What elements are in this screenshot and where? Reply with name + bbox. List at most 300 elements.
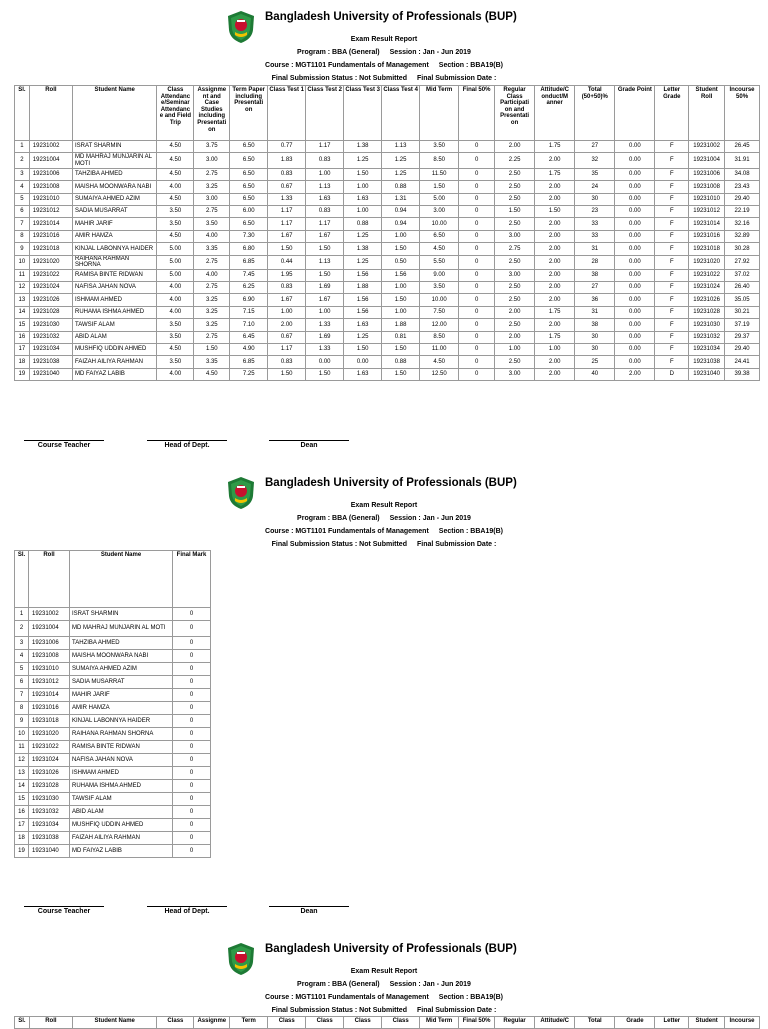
table-cell: 2.00	[535, 356, 575, 368]
table-cell: 0	[459, 269, 495, 281]
table-cell: 3.00	[194, 153, 230, 168]
table-cell: 38	[575, 319, 615, 331]
table-cell: 4.50	[194, 368, 230, 380]
col-header-student: Student	[689, 1017, 725, 1029]
table-cell: 1.69	[306, 331, 344, 343]
table-cell: 0.44	[268, 255, 306, 269]
table-cell: 3.00	[420, 205, 459, 217]
table-cell: F	[655, 344, 689, 356]
table-cell: 0	[459, 331, 495, 343]
table-cell: 7	[15, 689, 29, 702]
col-header-class: Class	[344, 1017, 382, 1029]
table-cell: F	[655, 306, 689, 318]
table-cell: 1	[15, 608, 29, 621]
table-cell: 0.88	[344, 218, 382, 230]
table-cell: 0	[173, 728, 211, 741]
table-cell: 0.00	[615, 255, 655, 269]
table-cell: 19231010	[29, 663, 70, 676]
table-cell: 9	[15, 715, 29, 728]
submission-status: Final Submission Status : Not Submitted	[271, 1007, 407, 1014]
table-cell: 6.50	[230, 168, 268, 180]
table-cell: 2.00	[535, 319, 575, 331]
table-row	[15, 793, 211, 806]
table-cell: 1.67	[306, 294, 344, 306]
table-cell: 1.50	[382, 294, 420, 306]
table-cell: 2.50	[495, 193, 535, 205]
table-cell: 3.35	[194, 243, 230, 255]
program-session-line	[0, 49, 768, 56]
table-cell: 19231014	[29, 218, 72, 230]
table-cell: 26.40	[725, 282, 760, 294]
table-cell: 1.88	[344, 282, 382, 294]
table-cell: 37.19	[725, 319, 760, 331]
table-cell: 4.00	[157, 282, 194, 294]
table-cell: 4.50	[157, 141, 194, 153]
table-cell: 3.25	[194, 294, 230, 306]
col-header-assignme: Assignme	[194, 1017, 230, 1029]
table-cell: D	[655, 368, 689, 380]
table-cell: 1.00	[382, 306, 420, 318]
table-cell: 1.17	[306, 218, 344, 230]
table-row	[15, 153, 760, 168]
section-label: Section : BBA19(B)	[438, 994, 503, 1001]
table-cell: 3.35	[194, 356, 230, 368]
table-cell: 2.00	[615, 368, 655, 380]
table-cell: 19231014	[29, 689, 70, 702]
table-cell: 0	[459, 218, 495, 230]
table-cell: 0.00	[615, 344, 655, 356]
table-cell: 1.95	[268, 269, 306, 281]
table-cell: 17	[15, 344, 30, 356]
table-cell: 0	[173, 689, 211, 702]
table-cell: F	[655, 243, 689, 255]
table-cell: 30	[575, 344, 615, 356]
table-cell: 35.05	[725, 294, 760, 306]
page-1-header-slot	[0, 8, 768, 88]
university-name: Bangladesh University of Professionals (BUP)	[265, 477, 517, 489]
table-cell: 4.50	[157, 193, 194, 205]
col-header-student-name: Student Name	[70, 551, 173, 608]
table-cell: 0	[173, 806, 211, 819]
table-row	[15, 754, 211, 767]
table-row	[15, 181, 760, 193]
col-header-incourse: Incourse	[725, 1017, 760, 1029]
table-cell: 0	[459, 282, 495, 294]
table-cell: 4	[15, 650, 29, 663]
table-cell: 0.00	[615, 153, 655, 168]
session-label: Session : Jan - Jun 2019	[389, 981, 471, 988]
col-header-sl: Sl.	[15, 551, 29, 608]
table-cell: 2.50	[495, 282, 535, 294]
table-cell: 2.50	[495, 168, 535, 180]
table-cell: 4.00	[157, 181, 194, 193]
table-cell: 4.00	[194, 269, 230, 281]
table-cell: 19231016	[29, 230, 72, 242]
col-header-sl: Sl.	[15, 1017, 30, 1029]
table-row	[15, 663, 211, 676]
col-header-grade-point: Grade Point	[615, 86, 655, 141]
university-name: Bangladesh University of Professionals (BUP)	[265, 11, 517, 23]
table-cell: 11	[15, 741, 29, 754]
col-header-final-50: Final 50%	[459, 1017, 495, 1029]
col-header-class-test-1: Class Test 1	[268, 86, 306, 141]
table-cell: F	[655, 168, 689, 180]
signature-head-of-dept-1: Head of Dept.	[147, 440, 227, 449]
table-cell: F	[655, 319, 689, 331]
table-cell: 5.00	[157, 243, 194, 255]
table-cell: 0	[173, 741, 211, 754]
table-cell: 19231010	[689, 193, 725, 205]
table-cell: 19231038	[29, 832, 70, 845]
table-cell: F	[655, 356, 689, 368]
table-cell: 0.00	[615, 218, 655, 230]
table-cell: 1.69	[306, 282, 344, 294]
table-cell: 9.00	[420, 269, 459, 281]
submission-date: Final Submission Date :	[416, 1007, 497, 1014]
table-cell: 19231016	[689, 230, 725, 242]
table-cell: 0.83	[306, 205, 344, 217]
table-cell: 19231012	[29, 676, 70, 689]
table-cell: 3	[15, 168, 30, 180]
table-row	[15, 243, 760, 255]
table-cell: 7.30	[230, 230, 268, 242]
course-label: Course : MGT1101 Fundamentals of Management	[265, 994, 429, 1001]
table-cell: 8	[15, 230, 30, 242]
table-cell: 0	[459, 168, 495, 180]
table-cell: 11.00	[420, 344, 459, 356]
table-cell: ISHMAM AHMED	[70, 767, 173, 780]
col-header-term: Term	[230, 1017, 268, 1029]
table-cell: 6.90	[230, 294, 268, 306]
table-cell: 1.33	[306, 319, 344, 331]
table-cell: 3.25	[194, 306, 230, 318]
table-cell: 1.33	[268, 193, 306, 205]
table-cell: 0.00	[615, 269, 655, 281]
table-cell: 19231028	[689, 306, 725, 318]
table-cell: 6.25	[230, 282, 268, 294]
course-label: Course : MGT1101 Fundamentals of Management	[265, 62, 429, 69]
table-cell: 1.13	[382, 141, 420, 153]
table-cell: MAHIR JARIF	[73, 218, 157, 230]
table-cell: 0	[173, 819, 211, 832]
table-cell: 19231034	[29, 344, 72, 356]
table-cell: 1.63	[306, 193, 344, 205]
col-header-attitude-c-onduct-m-anner: Attitude/C onduct/M anner	[535, 86, 575, 141]
table-cell: 2.50	[495, 181, 535, 193]
table-cell: 8.50	[420, 153, 459, 168]
table-cell: 3.50	[157, 319, 194, 331]
table-row	[15, 230, 760, 242]
table-row	[15, 676, 211, 689]
table-cell: 0	[459, 356, 495, 368]
table-cell: 0	[459, 255, 495, 269]
section-label: Section : BBA19(B)	[438, 528, 503, 535]
col-header-class: Class	[306, 1017, 344, 1029]
table-cell: 4.00	[157, 368, 194, 380]
table-cell: 31	[575, 243, 615, 255]
col-header-class: Class	[268, 1017, 306, 1029]
table-cell: 4.50	[157, 168, 194, 180]
table-cell: 1.17	[268, 205, 306, 217]
table-cell: 29.40	[725, 344, 760, 356]
program-session-line	[0, 515, 768, 522]
table-cell: SADIA MUSARRAT	[73, 205, 157, 217]
table-cell: 19231020	[689, 255, 725, 269]
table-cell: 1.56	[382, 269, 420, 281]
signature-course-teacher-2: Course Teacher	[24, 906, 104, 915]
signature-course-teacher-1: Course Teacher	[24, 440, 104, 449]
col-header-final-50: Final 50%	[459, 86, 495, 141]
table-cell: 18	[15, 832, 29, 845]
table-cell: KINJAL LABONNYA HAIDER	[73, 243, 157, 255]
col-header-roll: Roll	[29, 86, 72, 141]
table-cell: TAWSIF ALAM	[70, 793, 173, 806]
table-cell: 39.38	[725, 368, 760, 380]
table-cell: F	[655, 181, 689, 193]
table-cell: 0	[459, 181, 495, 193]
table-cell: NAFISA JAHAN NOVA	[70, 754, 173, 767]
col-header-total-50-50: Total (50+50)%	[575, 86, 615, 141]
table-cell: 29.37	[725, 331, 760, 343]
table-cell: 30.21	[725, 306, 760, 318]
report-header	[0, 474, 768, 554]
table-cell: 0.00	[615, 243, 655, 255]
table-cell: 2.75	[194, 205, 230, 217]
table-cell: 1.00	[344, 205, 382, 217]
table-cell: 0.00	[615, 181, 655, 193]
table-cell: 2	[15, 153, 30, 168]
table-cell: 5	[15, 663, 29, 676]
table-cell: 3.50	[420, 282, 459, 294]
table-row	[15, 767, 211, 780]
table-cell: 3	[15, 637, 29, 650]
table-cell: 6.45	[230, 331, 268, 343]
col-header-letter-grade: Letter Grade	[655, 86, 689, 141]
table-cell: 6.85	[230, 356, 268, 368]
table-cell: 0	[173, 715, 211, 728]
table-cell: 0	[459, 319, 495, 331]
table-cell: 0	[173, 780, 211, 793]
table-cell: 3.00	[495, 269, 535, 281]
table-cell: 13	[15, 294, 30, 306]
table-cell: 1.50	[382, 344, 420, 356]
table-cell: 19231022	[689, 269, 725, 281]
table-cell: 1.00	[306, 168, 344, 180]
table-cell: 7.50	[420, 306, 459, 318]
table-cell: 5	[15, 193, 30, 205]
table-cell: 6.50	[230, 181, 268, 193]
submission-status: Final Submission Status : Not Submitted	[271, 75, 407, 82]
table-cell: 0	[459, 243, 495, 255]
col-header-student-name: Student Name	[73, 86, 157, 141]
table-row	[15, 269, 760, 281]
table-cell: 5.00	[157, 255, 194, 269]
table-cell: 19231018	[689, 243, 725, 255]
table-cell: 1.50	[306, 243, 344, 255]
table-cell: 1.25	[344, 331, 382, 343]
table-cell: RAIHANA RAHMAN SHORNA	[73, 255, 157, 269]
table-cell: 1.88	[382, 319, 420, 331]
table-cell: F	[655, 205, 689, 217]
table-cell: 2.25	[495, 153, 535, 168]
table-cell: RAMISA BINTE RIDWAN	[73, 269, 157, 281]
table-cell: 15	[15, 793, 29, 806]
col-header-class-attendanc-e-seminar-attendanc-e-and-field-trip: Class Attendanc e/Seminar Attendanc e and Field Trip	[157, 86, 194, 141]
table-cell: 1.50	[268, 368, 306, 380]
table-cell: 0	[459, 344, 495, 356]
table-cell: 23.43	[725, 181, 760, 193]
table-cell: MAHIR JARIF	[70, 689, 173, 702]
table-cell: 19231004	[29, 153, 72, 168]
table-cell: 2.00	[535, 218, 575, 230]
table-cell: 24	[575, 181, 615, 193]
table-cell: MD FAIYAZ LABIB	[70, 845, 173, 858]
table-cell: FAIZAH AILIYA RAHMAN	[70, 832, 173, 845]
table-cell: 0	[459, 368, 495, 380]
table-cell: 32.89	[725, 230, 760, 242]
table-cell: 19231014	[689, 218, 725, 230]
final-mark-table	[14, 550, 211, 858]
table-cell: 5.50	[420, 255, 459, 269]
table-cell: 0.00	[344, 356, 382, 368]
table-cell: 6.50	[230, 193, 268, 205]
table-cell: 0.83	[268, 168, 306, 180]
signature-head-of-dept-2: Head of Dept.	[147, 906, 227, 915]
table-cell: 19231018	[29, 715, 70, 728]
table-cell: 16	[15, 331, 30, 343]
table-cell: 1.50	[382, 368, 420, 380]
table-cell: 5.00	[420, 193, 459, 205]
table-cell: 1.50	[344, 344, 382, 356]
table-cell: 1.75	[535, 168, 575, 180]
table-cell: 19231024	[689, 282, 725, 294]
table-row	[15, 168, 760, 180]
table-cell: 1.00	[306, 306, 344, 318]
col-header-class-test-2: Class Test 2	[306, 86, 344, 141]
table-cell: 4.50	[420, 356, 459, 368]
table-cell: 32.16	[725, 218, 760, 230]
table-cell: 0.00	[306, 356, 344, 368]
table-cell: 0	[459, 153, 495, 168]
table-cell: 19231020	[29, 728, 70, 741]
table-cell: 10	[15, 728, 29, 741]
table-cell: 6.80	[230, 243, 268, 255]
table-cell: F	[655, 269, 689, 281]
table-row	[15, 306, 760, 318]
table-cell: 1.75	[535, 306, 575, 318]
table-cell: 19231022	[29, 269, 72, 281]
table-cell: F	[655, 294, 689, 306]
table-cell: 19231012	[29, 205, 72, 217]
table-cell: 1.75	[535, 331, 575, 343]
table-cell: 0.00	[615, 193, 655, 205]
submission-line	[0, 541, 768, 548]
table-cell: ABID ALAM	[73, 331, 157, 343]
col-header-student-name: Student Name	[73, 1017, 157, 1029]
submission-line	[0, 1007, 768, 1014]
table-cell: 1.67	[268, 230, 306, 242]
table-cell: 1.56	[344, 294, 382, 306]
table-cell: 30.28	[725, 243, 760, 255]
table-cell: 2.00	[268, 319, 306, 331]
table-cell: 1.50	[194, 344, 230, 356]
table-cell: 1.50	[268, 243, 306, 255]
table-cell: F	[655, 331, 689, 343]
table-cell: 0.77	[268, 141, 306, 153]
table-cell: 3.00	[194, 193, 230, 205]
table-cell: 19231008	[29, 181, 72, 193]
table-cell: 0.83	[268, 356, 306, 368]
table-cell: 2.50	[495, 356, 535, 368]
table-cell: 0.00	[615, 230, 655, 242]
table-cell: 3.50	[157, 218, 194, 230]
col-header-regular: Regular	[495, 1017, 535, 1029]
table-cell: 2.00	[495, 141, 535, 153]
program-label: Program : BBA (General)	[297, 515, 380, 522]
col-header-roll: Roll	[29, 1017, 72, 1029]
table-cell: 1.63	[344, 319, 382, 331]
table-cell: 19231010	[29, 193, 72, 205]
table-cell: 3.50	[420, 141, 459, 153]
table-cell: 3.50	[157, 331, 194, 343]
table-cell: 2	[15, 621, 29, 637]
table-cell: 19	[15, 368, 30, 380]
table-cell: 1.00	[535, 344, 575, 356]
table-cell: 14	[15, 306, 30, 318]
table-cell: RUHAMA ISHMA AHMED	[70, 780, 173, 793]
table-cell: 2.75	[495, 243, 535, 255]
table-cell: 0.67	[268, 331, 306, 343]
table-cell: 19231002	[689, 141, 725, 153]
table-cell: TAHZIBA AHMED	[73, 168, 157, 180]
table-cell: 19231002	[29, 608, 70, 621]
table-cell: 12.00	[420, 319, 459, 331]
col-header-total: Total	[575, 1017, 615, 1029]
table-cell: 13	[15, 767, 29, 780]
col-header-letter: Letter	[655, 1017, 689, 1029]
table-cell: 18	[15, 356, 30, 368]
table-cell: ISRAT SHARMIN	[73, 141, 157, 153]
table-cell: 2.00	[535, 368, 575, 380]
col-header-regular-class-participati-on-and-presentati-on: Regular Class Participati on and Presentati on	[495, 86, 535, 141]
table-cell: 9	[15, 243, 30, 255]
table-cell: 1.25	[344, 230, 382, 242]
table-cell: 1.63	[344, 193, 382, 205]
table-cell: 2.00	[495, 306, 535, 318]
table-cell: 4.00	[157, 294, 194, 306]
table-cell: 19	[15, 845, 29, 858]
table-row	[15, 608, 211, 621]
table-row	[15, 205, 760, 217]
table-cell: 2.00	[535, 193, 575, 205]
table-cell: SUMAIYA AHMED AZIM	[70, 663, 173, 676]
table-cell: 6	[15, 205, 30, 217]
table-cell: KINJAL LABONNYA HAIDER	[70, 715, 173, 728]
table-cell: 0.00	[615, 294, 655, 306]
table-cell: 1.00	[344, 181, 382, 193]
section-label: Section : BBA19(B)	[438, 62, 503, 69]
table-cell: 19231006	[29, 168, 72, 180]
report-title: Exam Result Report	[350, 36, 418, 43]
table-cell: 19231026	[29, 294, 72, 306]
table-cell: 4	[15, 181, 30, 193]
table-cell: 34.08	[725, 168, 760, 180]
table-cell: 8.50	[420, 331, 459, 343]
table-cell: MD MAHRAJ MUNJARIN AL MOTI	[73, 153, 157, 168]
col-header-student-roll: Student Roll	[689, 86, 725, 141]
table-cell: 0	[173, 621, 211, 637]
table-cell: NAFISA JAHAN NOVA	[73, 282, 157, 294]
